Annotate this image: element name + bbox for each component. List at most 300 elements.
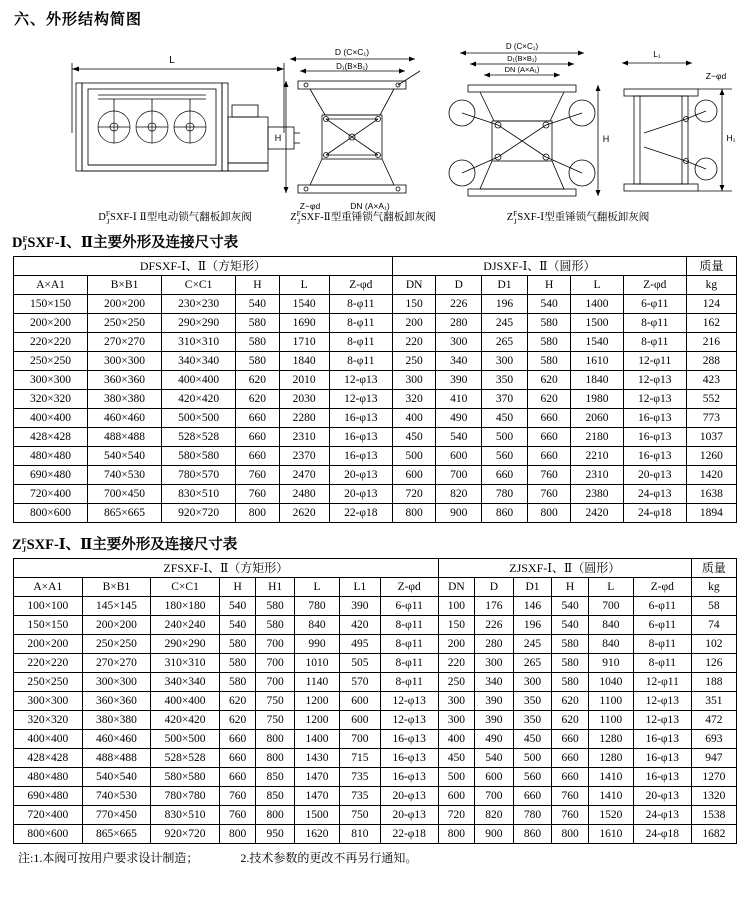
page-title xyxy=(14,8,750,29)
cell-left-2: 528×528 xyxy=(162,428,236,447)
cell-right-3: 580 xyxy=(552,635,588,654)
cell-right-5: 20-φ13 xyxy=(623,466,686,485)
cell-right-3: 800 xyxy=(552,825,588,844)
cell-right-4: 910 xyxy=(588,654,633,673)
cell-left-2: 830×510 xyxy=(162,485,236,504)
cell-right-2: 560 xyxy=(513,768,552,787)
cell-left-5: 16-φ13 xyxy=(329,428,392,447)
cell-right-1: 280 xyxy=(475,635,514,654)
col-l-round: L xyxy=(571,276,623,295)
table2-group-header-row xyxy=(14,559,737,578)
cell-left-3: 620 xyxy=(219,711,255,730)
cell-right-3: 760 xyxy=(527,466,571,485)
cell-mass: 693 xyxy=(691,730,736,749)
cell-left-1: 250×250 xyxy=(82,635,151,654)
cell-left-4: 2030 xyxy=(279,390,329,409)
cell-right-1: 540 xyxy=(436,428,482,447)
cell-right-2: 370 xyxy=(482,390,528,409)
cell-left-2: 420×420 xyxy=(162,390,236,409)
cell-right-5: 12-φ11 xyxy=(623,352,686,371)
cell-left-6: 750 xyxy=(339,806,380,825)
cell-right-4: 840 xyxy=(588,616,633,635)
cell-left-7: 16-φ13 xyxy=(380,730,438,749)
cell-right-2: 350 xyxy=(513,692,552,711)
cell-right-2: 300 xyxy=(513,673,552,692)
cell-right-5: 12-φ13 xyxy=(633,711,691,730)
figure-zfsxf2-diagram xyxy=(270,41,435,216)
cell-right-1: 900 xyxy=(436,504,482,523)
cell-left-4: 2480 xyxy=(279,485,329,504)
table-row xyxy=(14,295,737,314)
cell-left-2: 340×340 xyxy=(162,352,236,371)
cell-right-4: 1610 xyxy=(571,352,623,371)
cell-left-5: 780 xyxy=(294,597,339,616)
cell-right-4: 1040 xyxy=(588,673,633,692)
cell-right-4: 2380 xyxy=(571,485,623,504)
cell-right-3: 540 xyxy=(527,295,571,314)
cell-right-2: 265 xyxy=(513,654,552,673)
caption-text: SXF-Ⅱ型重锤锁气翻板卸灰阀 xyxy=(300,212,436,223)
cell-right-5: 8-φ11 xyxy=(623,314,686,333)
cell-right-5: 16-φ13 xyxy=(623,428,686,447)
cell-left-7: 8-φ11 xyxy=(380,635,438,654)
table-row xyxy=(14,806,737,825)
cell-left-6: 420 xyxy=(339,616,380,635)
cell-right-3: 660 xyxy=(552,768,588,787)
cell-left-0: 250×250 xyxy=(14,352,88,371)
table-row xyxy=(14,485,737,504)
cell-left-1: 740×530 xyxy=(82,787,151,806)
cell-right-5: 24-φ18 xyxy=(623,504,686,523)
cell-left-3: 660 xyxy=(236,447,280,466)
cell-left-4: 580 xyxy=(256,597,295,616)
cell-left-0: 720×400 xyxy=(14,806,83,825)
cell-right-5: 12-φ13 xyxy=(623,371,686,390)
cell-right-1: 490 xyxy=(475,730,514,749)
heading-prefix: Z xyxy=(12,537,22,553)
cell-left-4: 800 xyxy=(256,806,295,825)
col-l: L xyxy=(279,276,329,295)
cell-right-0: 150 xyxy=(438,616,474,635)
cell-right-0: 220 xyxy=(438,654,474,673)
cell-left-3: 540 xyxy=(219,597,255,616)
cell-left-5: 1400 xyxy=(294,730,339,749)
cell-right-4: 1980 xyxy=(571,390,623,409)
cell-right-5: 8-φ11 xyxy=(633,654,691,673)
cell-right-5: 6-φ11 xyxy=(623,295,686,314)
cell-left-1: 300×300 xyxy=(88,352,162,371)
cell-left-4: 700 xyxy=(256,654,295,673)
cell-right-4: 1280 xyxy=(588,730,633,749)
table1-group-header-row xyxy=(14,257,737,276)
cell-right-5: 6-φ11 xyxy=(633,597,691,616)
cell-left-2: 400×400 xyxy=(162,371,236,390)
cell-left-1: 488×488 xyxy=(82,749,151,768)
cell-mass: 773 xyxy=(686,409,736,428)
cell-left-1: 145×145 xyxy=(82,597,151,616)
cell-left-0: 400×400 xyxy=(14,409,88,428)
cell-right-2: 500 xyxy=(513,749,552,768)
col2-h: H xyxy=(219,578,255,597)
cell-left-5: 1430 xyxy=(294,749,339,768)
cell-mass: 1638 xyxy=(686,485,736,504)
cell-right-1: 390 xyxy=(436,371,482,390)
svg-text:H: H xyxy=(274,133,282,143)
cell-left-5: 1200 xyxy=(294,692,339,711)
cell-mass: 216 xyxy=(686,333,736,352)
cell-mass: 74 xyxy=(691,616,736,635)
cell-left-4: 2370 xyxy=(279,447,329,466)
table-row xyxy=(14,597,737,616)
cell-mass: 102 xyxy=(691,635,736,654)
caption-stack: F J xyxy=(105,209,111,226)
cell-left-5: 22-φ18 xyxy=(329,504,392,523)
svg-text:Z−φd: Z−φd xyxy=(299,201,321,211)
col-h-round: H xyxy=(527,276,571,295)
col2-b-b1: B×B1 xyxy=(82,578,151,597)
cell-left-3: 580 xyxy=(236,333,280,352)
cell-left-4: 800 xyxy=(256,730,295,749)
cell-left-3: 540 xyxy=(219,616,255,635)
cell-right-2: 780 xyxy=(513,806,552,825)
cell-right-4: 1840 xyxy=(571,371,623,390)
cell-left-1: 865×665 xyxy=(88,504,162,523)
table-row xyxy=(14,333,737,352)
cell-right-0: 200 xyxy=(438,635,474,654)
cell-right-2: 196 xyxy=(482,295,528,314)
cell-left-2: 580×580 xyxy=(162,447,236,466)
cell-left-4: 750 xyxy=(256,692,295,711)
cell-right-1: 540 xyxy=(475,749,514,768)
heading-stack: F J xyxy=(21,537,27,554)
cell-mass: 1538 xyxy=(691,806,736,825)
cell-left-7: 8-φ11 xyxy=(380,654,438,673)
table-row xyxy=(14,787,737,806)
cell-left-2: 920×720 xyxy=(151,825,220,844)
cell-right-1: 226 xyxy=(475,616,514,635)
cell-left-1: 200×200 xyxy=(88,295,162,314)
cell-right-1: 390 xyxy=(475,711,514,730)
cell-left-0: 250×250 xyxy=(14,673,83,692)
cell-left-0: 100×100 xyxy=(14,597,83,616)
col2-d1: D1 xyxy=(513,578,552,597)
cell-right-3: 660 xyxy=(527,409,571,428)
table-row xyxy=(14,616,737,635)
cell-left-6: 715 xyxy=(339,749,380,768)
cell-left-3: 660 xyxy=(219,730,255,749)
cell-right-1: 176 xyxy=(475,597,514,616)
cell-mass: 472 xyxy=(691,711,736,730)
cell-right-1: 410 xyxy=(436,390,482,409)
cell-left-0: 690×480 xyxy=(14,466,88,485)
cell-right-2: 245 xyxy=(513,635,552,654)
section-title-text: 外形结构简图 xyxy=(46,12,143,28)
cell-right-1: 280 xyxy=(436,314,482,333)
cell-right-5: 16-φ13 xyxy=(623,409,686,428)
cell-right-4: 840 xyxy=(588,635,633,654)
cell-right-3: 580 xyxy=(527,352,571,371)
cell-left-2: 240×240 xyxy=(151,616,220,635)
cell-mass: 351 xyxy=(691,692,736,711)
cell-left-3: 660 xyxy=(236,409,280,428)
cell-left-1: 270×270 xyxy=(88,333,162,352)
cell-left-3: 580 xyxy=(236,352,280,371)
cell-left-3: 800 xyxy=(236,504,280,523)
cell-left-0: 220×220 xyxy=(14,654,83,673)
cell-left-6: 700 xyxy=(339,730,380,749)
cell-left-0: 320×320 xyxy=(14,711,83,730)
figure-dfsxf-diagram xyxy=(52,41,302,211)
cell-left-0: 220×220 xyxy=(14,333,88,352)
cell-right-5: 16-φ13 xyxy=(623,447,686,466)
cell-left-4: 2280 xyxy=(279,409,329,428)
table2-column-header-row xyxy=(14,578,737,597)
cell-left-5: 1470 xyxy=(294,768,339,787)
cell-right-3: 760 xyxy=(552,806,588,825)
cell-left-2: 500×500 xyxy=(162,409,236,428)
heading-prefix: D xyxy=(12,235,23,251)
cell-left-1: 460×460 xyxy=(88,409,162,428)
cell-right-4: 2210 xyxy=(571,447,623,466)
cell-left-4: 2620 xyxy=(279,504,329,523)
cell-right-3: 580 xyxy=(527,333,571,352)
table2-group-mass: 质量 xyxy=(691,559,736,578)
cell-right-5: 16-φ13 xyxy=(633,768,691,787)
cell-left-2: 180×180 xyxy=(151,597,220,616)
cell-right-4: 1100 xyxy=(588,692,633,711)
cell-mass: 947 xyxy=(691,749,736,768)
cell-mass: 1682 xyxy=(691,825,736,844)
cell-right-1: 226 xyxy=(436,295,482,314)
caption-prefix: D xyxy=(98,212,106,223)
cell-right-2: 350 xyxy=(482,371,528,390)
cell-left-2: 340×340 xyxy=(151,673,220,692)
table-dfsxf-dimensions xyxy=(13,256,737,523)
cell-left-2: 780×570 xyxy=(162,466,236,485)
cell-right-5: 12-φ11 xyxy=(633,673,691,692)
cell-right-2: 300 xyxy=(482,352,528,371)
cell-left-1: 540×540 xyxy=(82,768,151,787)
cell-left-2: 500×500 xyxy=(151,730,220,749)
cell-left-3: 660 xyxy=(219,768,255,787)
cell-left-3: 660 xyxy=(219,749,255,768)
cell-right-4: 2420 xyxy=(571,504,623,523)
cell-left-5: 1620 xyxy=(294,825,339,844)
cell-left-4: 800 xyxy=(256,749,295,768)
table-row xyxy=(14,768,737,787)
cell-left-0: 428×428 xyxy=(14,749,83,768)
figure-row xyxy=(0,31,750,227)
cell-mass: 1894 xyxy=(686,504,736,523)
cell-right-1: 390 xyxy=(475,692,514,711)
cell-right-4: 2180 xyxy=(571,428,623,447)
table-row xyxy=(14,711,737,730)
col-z-phi-d-round: Z-φd xyxy=(623,276,686,295)
table-row xyxy=(14,428,737,447)
cell-left-5: 8-φ11 xyxy=(329,314,392,333)
cell-left-1: 360×360 xyxy=(88,371,162,390)
cell-right-1: 300 xyxy=(436,333,482,352)
cell-mass: 124 xyxy=(686,295,736,314)
cell-left-1: 865×665 xyxy=(82,825,151,844)
cell-right-4: 1610 xyxy=(588,825,633,844)
svg-text:D (C×C₁): D (C×C₁) xyxy=(505,42,539,51)
cell-left-0: 480×480 xyxy=(14,768,83,787)
cell-left-2: 830×510 xyxy=(151,806,220,825)
figure-zjsxf-diagram xyxy=(600,41,740,216)
cell-left-1: 380×380 xyxy=(88,390,162,409)
cell-right-0: 720 xyxy=(438,806,474,825)
col-a-a1: A×A1 xyxy=(14,276,88,295)
cell-left-7: 16-φ13 xyxy=(380,749,438,768)
cell-right-0: 600 xyxy=(392,466,436,485)
cell-left-6: 600 xyxy=(339,692,380,711)
cell-mass: 1270 xyxy=(691,768,736,787)
cell-left-1: 740×530 xyxy=(88,466,162,485)
cell-right-5: 20-φ13 xyxy=(633,787,691,806)
cell-left-7: 20-φ13 xyxy=(380,806,438,825)
cell-left-4: 1840 xyxy=(279,352,329,371)
cell-left-5: 1200 xyxy=(294,711,339,730)
cell-left-4: 750 xyxy=(256,711,295,730)
cell-right-0: 800 xyxy=(392,504,436,523)
col-h: H xyxy=(236,276,280,295)
cell-right-0: 300 xyxy=(438,692,474,711)
cell-left-0: 200×200 xyxy=(14,314,88,333)
cell-right-0: 400 xyxy=(392,409,436,428)
table1-column-header-row xyxy=(14,276,737,295)
cell-right-2: 450 xyxy=(513,730,552,749)
cell-right-4: 1540 xyxy=(571,333,623,352)
table2-group-left: ZFSXF-Ⅰ、Ⅱ（方矩形） xyxy=(14,559,439,578)
cell-left-4: 850 xyxy=(256,768,295,787)
table1-group-left: DFSXF-Ⅰ、Ⅱ（方矩形） xyxy=(14,257,393,276)
cell-left-3: 620 xyxy=(219,692,255,711)
figure-caption-1 xyxy=(60,209,290,225)
cell-left-3: 760 xyxy=(219,806,255,825)
cell-left-4: 700 xyxy=(256,673,295,692)
svg-text:H₁: H₁ xyxy=(726,133,736,143)
cell-left-5: 12-φ13 xyxy=(329,371,392,390)
cell-left-5: 840 xyxy=(294,616,339,635)
cell-left-7: 12-φ13 xyxy=(380,692,438,711)
cell-right-3: 660 xyxy=(552,749,588,768)
cell-left-7: 12-φ13 xyxy=(380,711,438,730)
cell-left-2: 400×400 xyxy=(151,692,220,711)
cell-left-0: 300×300 xyxy=(14,692,83,711)
cell-mass: 1320 xyxy=(691,787,736,806)
cell-left-2: 230×230 xyxy=(162,295,236,314)
cell-right-2: 560 xyxy=(482,447,528,466)
col-dn: DN xyxy=(392,276,436,295)
cell-right-5: 8-φ11 xyxy=(623,333,686,352)
heading-text: SXF-Ⅰ、Ⅱ主要外形及连接尺寸表 xyxy=(27,235,239,251)
caption-text: SXF-Ⅰ Ⅱ型电动锁气翻板卸灰阀 xyxy=(110,212,252,223)
cell-left-4: 950 xyxy=(256,825,295,844)
svg-text:L: L xyxy=(169,55,175,66)
cell-left-1: 488×488 xyxy=(88,428,162,447)
cell-left-4: 1710 xyxy=(279,333,329,352)
cell-left-2: 310×310 xyxy=(151,654,220,673)
cell-right-2: 660 xyxy=(513,787,552,806)
cell-left-1: 270×270 xyxy=(82,654,151,673)
cell-right-0: 250 xyxy=(392,352,436,371)
cell-left-1: 540×540 xyxy=(88,447,162,466)
cell-right-0: 720 xyxy=(392,485,436,504)
col-c-c1: C×C1 xyxy=(162,276,236,295)
cell-left-0: 428×428 xyxy=(14,428,88,447)
cell-left-2: 290×290 xyxy=(162,314,236,333)
svg-text:L₁: L₁ xyxy=(653,49,661,59)
table-row xyxy=(14,504,737,523)
cell-left-2: 528×528 xyxy=(151,749,220,768)
cell-right-3: 620 xyxy=(552,692,588,711)
cell-right-5: 16-φ13 xyxy=(633,730,691,749)
cell-mass: 288 xyxy=(686,352,736,371)
cell-left-3: 760 xyxy=(219,787,255,806)
cell-left-3: 620 xyxy=(236,371,280,390)
svg-text:H: H xyxy=(602,134,610,144)
cell-right-1: 700 xyxy=(436,466,482,485)
table-row xyxy=(14,371,737,390)
figure-caption-3 xyxy=(478,209,678,225)
cell-right-1: 600 xyxy=(436,447,482,466)
cell-right-4: 2310 xyxy=(571,466,623,485)
cell-right-3: 660 xyxy=(552,730,588,749)
col2-z-phi-d-round: Z-φd xyxy=(633,578,691,597)
table2-body xyxy=(14,597,737,844)
cell-left-5: 20-φ13 xyxy=(329,485,392,504)
cell-right-5: 6-φ11 xyxy=(633,616,691,635)
svg-text:D (C×C₁): D (C×C₁) xyxy=(334,47,370,57)
cell-left-1: 360×360 xyxy=(82,692,151,711)
cell-left-0: 400×400 xyxy=(14,730,83,749)
col2-l1: L1 xyxy=(339,578,380,597)
cell-left-4: 700 xyxy=(256,635,295,654)
caption-prefix: Z xyxy=(290,212,297,223)
caption-stack: F J xyxy=(296,209,301,226)
cell-right-3: 580 xyxy=(527,314,571,333)
cell-left-7: 16-φ13 xyxy=(380,768,438,787)
cell-left-4: 2010 xyxy=(279,371,329,390)
cell-right-2: 265 xyxy=(482,333,528,352)
cell-right-5: 24-φ13 xyxy=(623,485,686,504)
cell-right-0: 500 xyxy=(438,768,474,787)
cell-left-0: 800×600 xyxy=(14,825,83,844)
cell-left-4: 1540 xyxy=(279,295,329,314)
col-b-b1: B×B1 xyxy=(88,276,162,295)
cell-left-6: 735 xyxy=(339,768,380,787)
cell-left-6: 810 xyxy=(339,825,380,844)
svg-text:D₁(B×B₁): D₁(B×B₁) xyxy=(336,62,368,71)
cell-left-1: 380×380 xyxy=(82,711,151,730)
cell-left-3: 580 xyxy=(236,314,280,333)
cell-left-3: 580 xyxy=(219,673,255,692)
table-row xyxy=(14,447,737,466)
cell-left-6: 390 xyxy=(339,597,380,616)
cell-left-4: 850 xyxy=(256,787,295,806)
cell-left-2: 290×290 xyxy=(151,635,220,654)
cell-left-4: 580 xyxy=(256,616,295,635)
table-row xyxy=(14,409,737,428)
cell-right-1: 820 xyxy=(436,485,482,504)
cell-right-3: 660 xyxy=(527,428,571,447)
col2-h1: H1 xyxy=(256,578,295,597)
cell-right-4: 2060 xyxy=(571,409,623,428)
table-row xyxy=(14,825,737,844)
cell-right-5: 24-φ18 xyxy=(633,825,691,844)
figure-zfsxf1-diagram xyxy=(432,37,612,217)
